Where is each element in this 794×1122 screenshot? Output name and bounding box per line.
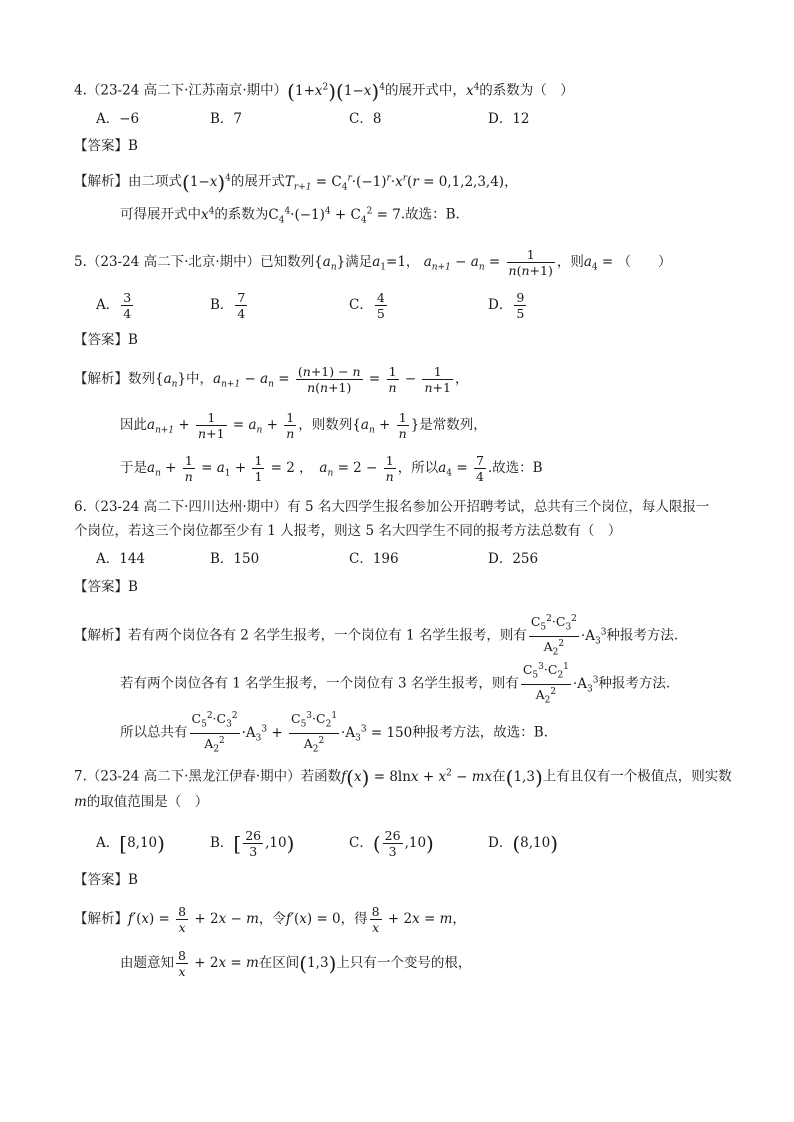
q4-analysis-1: 【解析】由二项式$(1-x)^4$的展开式$T_{r+1} = C_4^r\cdot(-1)^r\cdot x^r(r = 0,1,2,3,4)$， bbox=[74, 170, 518, 194]
q6-stem-line-2: 个岗位，若这三个岗位都至少有 1 人报考，则这 5 名大四学生不同的报考方法总数有（ ） bbox=[74, 523, 622, 539]
q6-option-b[interactable]: B．150 bbox=[210, 551, 260, 567]
q4-option-c[interactable]: C．8 bbox=[349, 111, 382, 127]
q7-analysis-1: 【解析】f′(x) = $\frac{8}{x}$ + 2x − m，令f′(x) = 0，得 $\frac{8}{x}$ + 2x = m， bbox=[74, 904, 466, 935]
q6-option-c[interactable]: C．196 bbox=[349, 551, 399, 567]
q5-stem: 5.（23-24 高二下·北京·期中）已知数列$\{a_n\}$满足$a_1=1$， $a_{n+1} - a_n$ = $\frac{1}{n(n+1)}$ ，则$a_4$ = （ ） bbox=[74, 247, 672, 278]
q5-analysis-1: 【解析】数列$\{a_n\}$中，$a_{n+1} - a_n$ = $\frac{(n+1) - n}{n(n+1)}$ = $\frac{1}{n}$ − $\frac{1}{n+1}$ ， bbox=[74, 364, 469, 395]
q7-analysis-2: 由题意知 $\frac{8}{x}$ + 2x = m在区间(1,3)上只有一个变号的根， bbox=[120, 948, 472, 979]
q6-option-a[interactable]: A．144 bbox=[96, 551, 146, 567]
q5-option-c[interactable]: C． $\frac{4}{5}$ bbox=[349, 290, 385, 321]
q6-analysis-2: 若有两个岗位各有 1 名学生报考，一个岗位有 3 名学生报考，则有 $\frac{C_5^3\cdot C_2^1}{A_2^2}$ $\cdot A_3^3$种报考方法. bbox=[120, 662, 671, 706]
q4-option-a[interactable]: A．−6 bbox=[96, 111, 140, 127]
q5-option-d[interactable]: D． $\frac{9}{5}$ bbox=[488, 290, 525, 321]
q7-stem-line-1: 7.（23-24 高二下·黑龙江伊春·期中）若函数$f(x) = 8\ln x + x^2$ − mx在(1,3)上有且仅有一个极值点，则实数 bbox=[74, 765, 732, 789]
q5-answer: 【答案】B bbox=[74, 332, 138, 348]
q5-analysis-3: 于是$a_n$ + $\frac{1}{n}$ = $a_1$ + $\frac{1}{1}$ = 2 ， $a_n = 2$ − $\frac{1}{n}$ ，所以$a_4$ = $\frac{7}{4}$ .故选：B bbox=[120, 453, 543, 484]
q4-analysis-2: 可得展开式中$x^4$的系数为$C_4^4\cdot(-1)^4 + C_4^2 = 7$.故选：B. bbox=[120, 206, 460, 226]
q5-option-b[interactable]: B． $\frac{7}{4}$ bbox=[210, 290, 246, 321]
q4-option-b[interactable]: B．7 bbox=[210, 111, 243, 127]
q5-option-a[interactable]: A． $\frac{3}{4}$ bbox=[96, 290, 132, 321]
q4-stem: 4.（23-24 高二下·江苏南京·期中）$(1+x^2)(1-x)^4$的展开式中，$x^4$的系数为（ ） bbox=[74, 79, 574, 103]
q6-stem-line-1: 6.（23-24 高二下·四川达州·期中）有 5 名大四学生报名参加公开招聘考试，总共有三个岗位，每人限报一 bbox=[74, 499, 710, 515]
q4-option-d[interactable]: D．12 bbox=[488, 111, 530, 127]
q7-answer: 【答案】B bbox=[74, 872, 138, 888]
q6-analysis-1: 【解析】若有两个岗位各有 2 名学生报考，一个岗位有 1 名学生报考，则有 $\frac{C_5^2\cdot C_3^2}{A_2^2}$ $\cdot A_3^3$种报考方法. bbox=[74, 614, 679, 658]
q6-analysis-3: 所以总共有 $\frac{C_5^2\cdot C_3^2}{A_2^2}$ $\cdot A_3^3$ + $\frac{C_5^3\cdot C_2^1}{A_2^2}$ $\cdot A_3^3 = 150$种报考方法，故选：B. bbox=[120, 711, 548, 755]
q4-stem-pre: 4.（23-24 高二下·江苏南京·期中） bbox=[74, 82, 288, 99]
q6-option-d[interactable]: D．256 bbox=[488, 551, 539, 567]
q4-answer: 【答案】B bbox=[74, 138, 138, 154]
q6-answer: 【答案】B bbox=[74, 579, 138, 595]
q4-expression: $(1+x^2)(1-x)^4$ bbox=[287, 79, 385, 103]
q7-stem-line-2: m的取值范围是（ ） bbox=[74, 794, 209, 810]
q5-analysis-2: 因此$a_{n+1}$ + $\frac{1}{n+1}$ = $a_n$ + $\frac{1}{n}$ ，则数列{$a_n$ + $\frac{1}{n}$ }是常数列， bbox=[120, 410, 487, 441]
q7-option-b[interactable]: B．[ $\frac{26}{3}$ ,10) bbox=[210, 828, 295, 859]
q7-option-d[interactable]: D．(8,10) bbox=[488, 831, 559, 856]
q7-option-a[interactable]: A．[8,10) bbox=[96, 831, 165, 856]
q7-option-c[interactable]: C．( $\frac{26}{3}$ ,10) bbox=[349, 828, 434, 859]
